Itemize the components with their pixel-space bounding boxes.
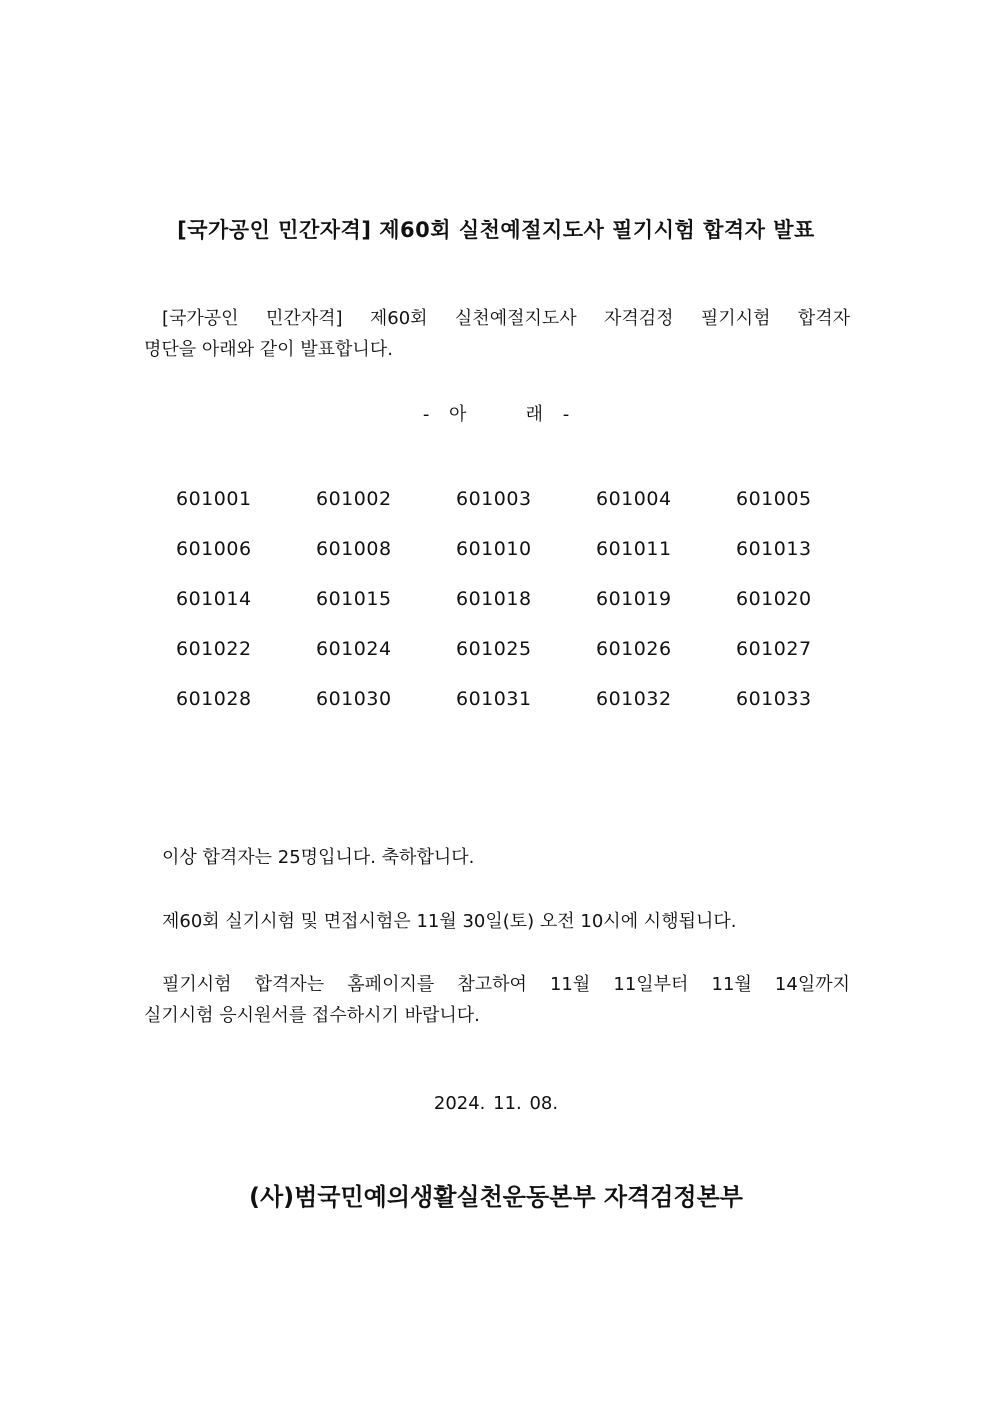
passer-number: 601002 [316, 488, 392, 510]
passer-number: 601022 [176, 638, 252, 660]
intro-paragraph [144, 303, 850, 365]
issue-date: 2024. 11. 08. [433, 1093, 559, 1114]
passer-number: 601011 [596, 538, 672, 560]
passer-number: 601025 [456, 638, 532, 660]
passer-number: 601028 [176, 688, 252, 710]
passer-number-grid [176, 484, 876, 734]
passer-number: 601005 [736, 488, 812, 510]
summary-paragraph: 이상 합격자는 25명입니다. 축하합니다. [162, 847, 475, 868]
passer-number: 601033 [736, 688, 812, 710]
passer-number: 601013 [736, 538, 812, 560]
passer-number: 601032 [596, 688, 672, 710]
passer-number: 601004 [596, 488, 672, 510]
passer-number: 601026 [596, 638, 672, 660]
issuing-organization: (사)범국민예의생활실천운동본부 자격검정본부 [249, 1183, 743, 1211]
passer-number: 601003 [456, 488, 532, 510]
passer-number: 601001 [176, 488, 252, 510]
schedule-paragraph: 제60회 실기시험 및 면접시험은 11월 30일(토) 오전 10시에 시행됩니다. [162, 911, 737, 932]
passer-number: 601019 [596, 588, 672, 610]
application-line-2: 실기시험 응시원서를 접수하시기 바랍니다. [144, 1005, 480, 1026]
passer-number: 601008 [316, 538, 392, 560]
passer-number: 601006 [176, 538, 252, 560]
passer-number: 601024 [316, 638, 392, 660]
intro-line-1: [국가공인 민간자격] 제60회 실천예절지도사 자격검정 필기시험 합격자 [162, 308, 850, 329]
document-title: [국가공인 민간자격] 제60회 실천예절지도사 필기시험 합격자 발표 [177, 218, 815, 242]
intro-line-2: 명단을 아래와 같이 발표합니다. [144, 339, 393, 360]
passer-number: 601018 [456, 588, 532, 610]
passer-number: 601020 [736, 588, 812, 610]
passer-number: 601010 [456, 538, 532, 560]
notice-heading: - 아 래 - [422, 404, 570, 425]
passer-number: 601031 [456, 688, 532, 710]
passer-number: 601027 [736, 638, 812, 660]
passer-number: 601014 [176, 588, 252, 610]
passer-number: 601015 [316, 588, 392, 610]
passer-number: 601030 [316, 688, 392, 710]
application-line-1: 필기시험 합격자는 홈페이지를 참고하여 11월 11일부터 11월 14일까지 [162, 974, 850, 995]
application-paragraph [144, 969, 850, 1031]
